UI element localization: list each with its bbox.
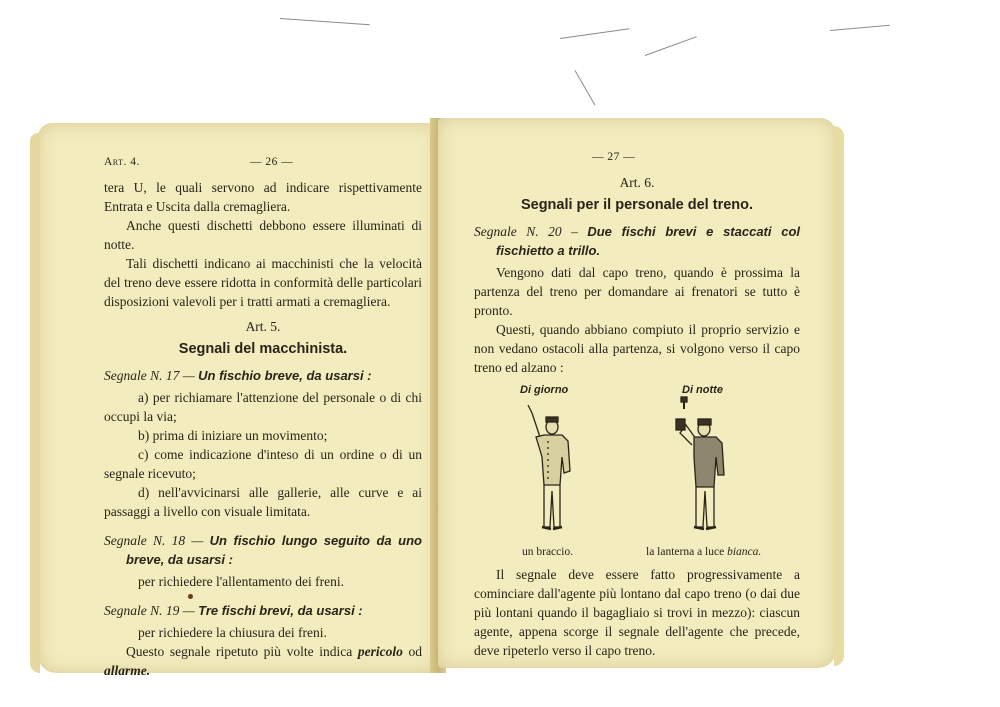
list-item: d) nell'avvicinarsi alle gallerie, alle curve e ai passaggi a livello con visuale limitata.	[104, 485, 422, 519]
paragraph: tera U, le quali servono ad indicare rispettivamente Entrata e Uscita dalla cremagliera.	[104, 180, 422, 214]
article-number: Art. 6.	[619, 175, 655, 190]
signal-text: per richiedere la chiusura dei freni.	[138, 625, 327, 640]
scan-mark	[575, 70, 596, 105]
caption-emphasis: bianca.	[727, 546, 762, 558]
signal-18	[104, 531, 422, 569]
closing-emphasis: pericolo	[357, 644, 403, 659]
signal-label: Segnale N. 18 —	[104, 533, 204, 548]
signal-19	[104, 601, 422, 620]
paragraph: Il segnale deve essere fatto progressivamente a cominciare dall'agente più lontano dal capo treno (o dai due più lontani quando il bagagliaio si trovi in mezzo): ciascun agente, appena scorge il segnale dell'agente che precede, deve ripeterlo verso il capo treno.	[474, 567, 800, 658]
right-page	[438, 118, 836, 668]
list-item: b) prima di iniziare un movimento;	[138, 428, 328, 443]
signal-description: Un fischio lungo seguito da uno breve, da usarsi :	[126, 533, 422, 567]
closing-text: Questo segnale ripetuto più volte indica	[126, 644, 358, 659]
signal-20	[474, 222, 800, 260]
closing-paragraph	[104, 642, 422, 680]
closing-emphasis: allarme.	[104, 663, 151, 678]
signal-description: Due fischi brevi e staccati col fischietto a trillo.	[496, 224, 801, 258]
left-page	[38, 123, 438, 678]
scan-mark	[560, 28, 629, 39]
article-number: Art. 5.	[245, 319, 281, 334]
signal-text: per richiedere l'allentamento dei freni.	[138, 574, 344, 589]
left-running-head	[104, 153, 422, 171]
paragraph: Vengono dati dal capo treno, quando è prossima la partenza del treno per domandare ai frenatori se tutto è pronto.	[474, 265, 800, 318]
page-number: — 26 —	[249, 156, 294, 168]
section-heading: Segnali del macchinista.	[178, 341, 348, 357]
right-running-head	[474, 148, 800, 166]
signal-description: Un fischio breve, da usarsi :	[198, 368, 372, 383]
article-label: Art. 4.	[104, 156, 140, 168]
paragraph: Tali dischetti indicano ai macchinisti che la velocità del treno deve essere ridotta in conformità delle particolari disposizioni valevoli per i tratti armati a cremagliera.	[104, 256, 422, 309]
illustrations	[474, 381, 800, 561]
figure-label-day: Di giorno	[520, 384, 569, 396]
signal-label: Segnale N. 19 —	[104, 603, 195, 618]
closing-text: od	[402, 644, 422, 659]
scan-mark	[645, 36, 697, 56]
scan-mark	[830, 25, 890, 31]
signal-label: Segnale N. 17 —	[104, 368, 195, 383]
section-heading: Segnali per il personale del treno.	[520, 197, 754, 213]
list-item: a) per richiamare l'attenzione del personale o di chi occupi la via;	[104, 390, 422, 424]
signal-description: Tre fischi brevi, da usarsi :	[198, 603, 363, 618]
signal-label: Segnale N. 20 –	[474, 224, 578, 239]
signal-17	[104, 366, 422, 385]
figure-caption-night	[646, 543, 761, 562]
figure-caption-day: un braccio.	[522, 546, 574, 558]
figure-man-raising-arm	[514, 401, 584, 541]
scan-mark	[280, 18, 370, 25]
paragraph: Questi, quando abbiano compiuto il proprio servizio e non vedano ostacoli alla partenza, si volgono verso il capo treno ed alzano :	[474, 322, 800, 375]
ink-blot	[188, 594, 193, 599]
figure-man-with-lantern	[674, 395, 744, 541]
open-booklet	[30, 118, 850, 678]
page-number: — 27 —	[592, 151, 636, 163]
caption-text: la lanterna a luce	[646, 546, 728, 558]
list-item: c) come indicazione d'inteso di un ordine o di un segnale ricevuto;	[104, 447, 422, 481]
figure-label-night: Di notte	[682, 384, 723, 396]
paragraph: Anche questi dischetti debbono essere illuminati di notte.	[104, 218, 422, 252]
